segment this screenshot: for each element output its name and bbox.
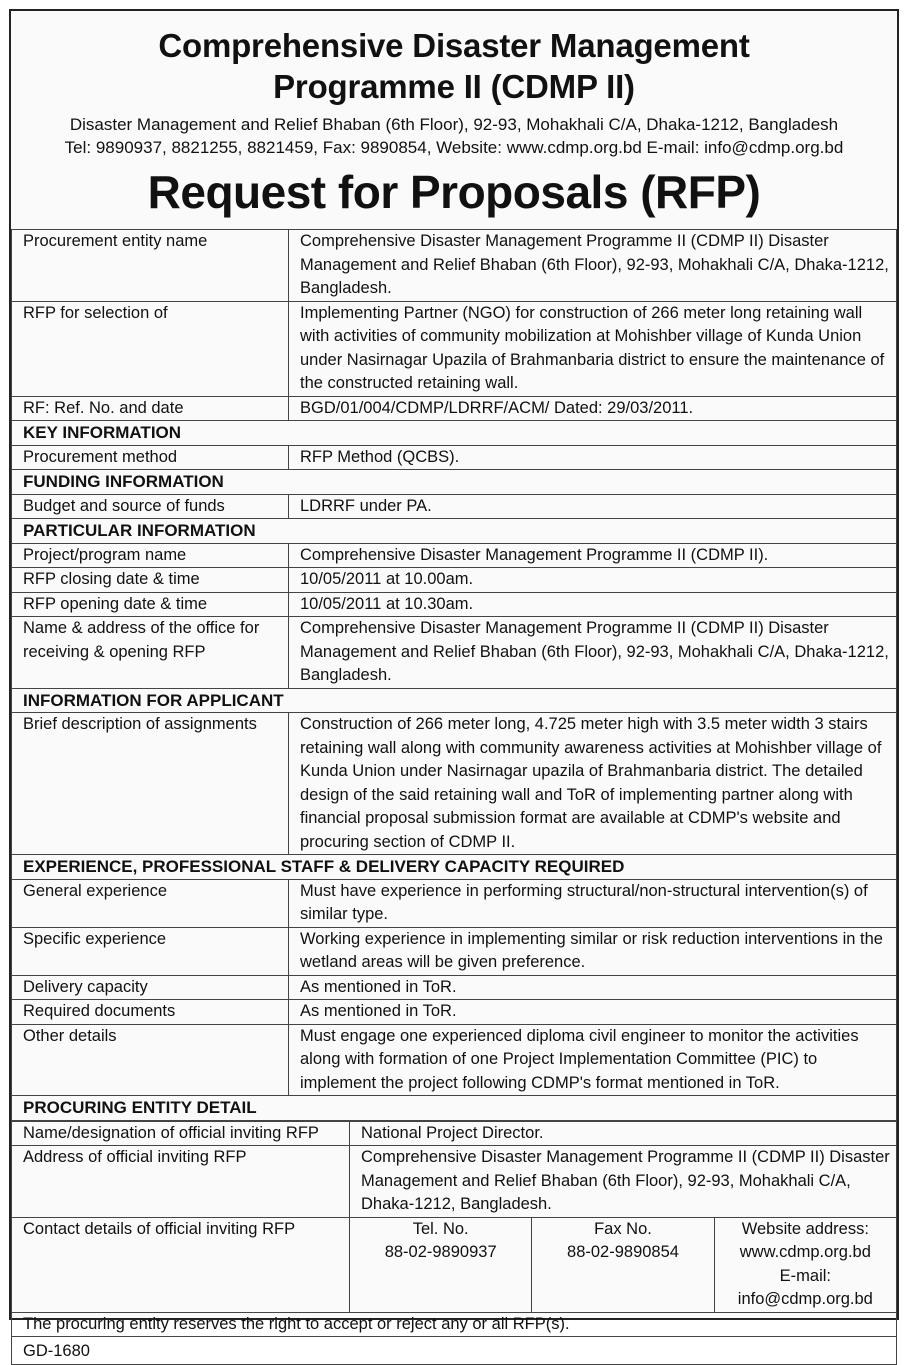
gd-code: GD-1680 <box>12 1337 897 1365</box>
section-key-information: KEY INFORMATION <box>12 421 897 446</box>
fax-cell <box>532 1217 714 1312</box>
row-label: RF: Ref. No. and date <box>12 396 289 421</box>
procuring-entity-table <box>11 1121 897 1365</box>
table-row <box>12 713 897 855</box>
table-row <box>12 543 897 568</box>
row-value: Must engage one experienced diploma civil engineer to monitor the activities along with formation of one Project Implementation Committee (PIC) to implement the project following CDMP's format mentioned in ToR. <box>289 1024 897 1096</box>
organization-title <box>11 11 897 107</box>
rfp-heading: Request for Proposals (RFP) <box>147 166 761 218</box>
row-label: RFP closing date & time <box>12 568 289 593</box>
table-row <box>12 230 897 302</box>
table-row <box>12 617 897 689</box>
section-funding-information: FUNDING INFORMATION <box>12 470 897 495</box>
row-value: As mentioned in ToR. <box>289 975 897 1000</box>
section-header <box>12 688 897 713</box>
row-value: RFP Method (QCBS). <box>289 445 897 470</box>
row-label: Specific experience <box>12 927 289 975</box>
table-row <box>12 1337 897 1365</box>
table-row <box>12 879 897 927</box>
web-cell <box>714 1217 896 1312</box>
row-value: National Project Director. <box>350 1121 897 1146</box>
table-row <box>12 975 897 1000</box>
row-value: Must have experience in performing structural/non-structural intervention(s) of similar type. <box>289 879 897 927</box>
row-value: Comprehensive Disaster Management Programme II (CDMP II) Disaster Management and Relief Bhaban (6th Floor), 92-93, Mohakhali C/A, Dhaka-1212, Bangladesh. <box>350 1146 897 1218</box>
fax-value: 88-02-9890854 <box>567 1243 679 1261</box>
table-row <box>12 568 897 593</box>
rfp-notice <box>9 9 899 1360</box>
notice-header <box>11 11 897 229</box>
table-row <box>12 1312 897 1337</box>
web-label: Website address: <box>741 1219 869 1238</box>
row-value: Comprehensive Disaster Management Programme II (CDMP II) Disaster Management and Relief Bhaban (6th Floor), 92-93, Mohakhali C/A, Dhaka-1212, Bangladesh. <box>289 230 897 302</box>
row-value: Working experience in implementing similar or risk reduction interventions in the wetland areas will be given preference. <box>289 927 897 975</box>
section-applicant-information: INFORMATION FOR APPLICANT <box>12 688 897 713</box>
row-value: Comprehensive Disaster Management Programme II (CDMP II). <box>289 543 897 568</box>
table-row <box>12 1121 897 1146</box>
address-line: Disaster Management and Relief Bhaban (6th Floor), 92-93, Mohakhali C/A, Dhaka-1212, Bangladesh <box>69 115 839 134</box>
table-row <box>12 1024 897 1096</box>
table-row <box>12 301 897 396</box>
row-label: RFP for selection of <box>12 301 289 396</box>
title-line-2: Programme II (CDMP II) <box>273 68 635 105</box>
section-header <box>12 470 897 495</box>
section-header <box>12 855 897 880</box>
row-label: Required documents <box>12 1000 289 1025</box>
row-value: Comprehensive Disaster Management Programme II (CDMP II) Disaster Management and Relief Bhaban (6th Floor), 92-93, Mohakhali C/A, Dhaka-1212, Bangladesh. <box>289 617 897 689</box>
row-label: RFP opening date & time <box>12 592 289 617</box>
table-row <box>12 1217 897 1312</box>
row-label: Name & address of the office for receiving & opening RFP <box>12 617 289 689</box>
tel-cell <box>350 1217 532 1312</box>
section-header <box>12 519 897 544</box>
contact-line: Tel: 9890937, 8821255, 8821459, Fax: 9890854, Website: www.cdmp.org.bd E-mail: info@cdmp.org.bd <box>64 138 844 157</box>
row-label: Project/program name <box>12 543 289 568</box>
web-value: www.cdmp.org.bd <box>739 1243 871 1261</box>
tel-value: 88-02-9890937 <box>384 1243 497 1261</box>
table-row <box>12 494 897 519</box>
row-value: LDRRF under PA. <box>289 494 897 519</box>
row-label: Brief description of assignments <box>12 713 289 855</box>
table-row <box>12 927 897 975</box>
title-line-1: Comprehensive Disaster Management <box>158 27 750 64</box>
row-value: Implementing Partner (NGO) for construction of 266 meter long retaining wall with activities of community mobilization at Mohishber village of Kunda Union under Nasirnagar Upazila of Brahmanbaria district to ensure the maintenance of the constructed retaining wall. <box>289 301 897 396</box>
row-label: Budget and source of funds <box>12 494 289 519</box>
row-value: As mentioned in ToR. <box>289 1000 897 1025</box>
fax-label: Fax No. <box>594 1219 652 1238</box>
row-label: Delivery capacity <box>12 975 289 1000</box>
table-row <box>12 445 897 470</box>
row-label: Name/designation of official inviting RFP <box>12 1121 350 1146</box>
row-label: Procurement method <box>12 445 289 470</box>
section-header <box>12 1096 897 1121</box>
row-value: 10/05/2011 at 10.00am. <box>289 568 897 593</box>
table-row <box>12 396 897 421</box>
row-label: Address of official inviting RFP <box>12 1146 350 1218</box>
row-label: Other details <box>12 1024 289 1096</box>
row-value: 10/05/2011 at 10.30am. <box>289 592 897 617</box>
row-value: BGD/01/004/CDMP/LDRRF/ACM/ Dated: 29/03/2011. <box>289 396 897 421</box>
table-row <box>12 592 897 617</box>
section-experience: EXPERIENCE, PROFESSIONAL STAFF & DELIVERY CAPACITY REQUIRED <box>12 855 897 880</box>
table-row <box>12 1000 897 1025</box>
row-value: Construction of 266 meter long, 4.725 meter high with 3.5 meter width 3 stairs retaining wall along with community awareness activities at Mohishber village of Kunda Union under Nasirnagar upazila of Brahmanbaria district. The detailed design of the said retaining wall and ToR of implementing partner along with financial proposal submission format are available at CDMP's website and procuring section of CDMP II. <box>289 713 897 855</box>
organization-address <box>11 113 897 159</box>
email-value: E-mail: info@cdmp.org.bd <box>737 1266 873 1308</box>
rfp-details-table <box>11 229 897 1121</box>
row-label: Procurement entity name <box>12 230 289 302</box>
row-label: General experience <box>12 879 289 927</box>
row-label: Contact details of official inviting RFP <box>12 1217 350 1312</box>
reserve-note: The procuring entity reserves the right to accept or reject any or all RFP(s). <box>12 1312 897 1337</box>
section-procuring-entity: PROCURING ENTITY DETAIL <box>12 1096 897 1121</box>
table-row <box>12 1146 897 1218</box>
section-header <box>12 421 897 446</box>
section-particular-information: PARTICULAR INFORMATION <box>12 519 897 544</box>
tel-label: Tel. No. <box>412 1219 469 1238</box>
